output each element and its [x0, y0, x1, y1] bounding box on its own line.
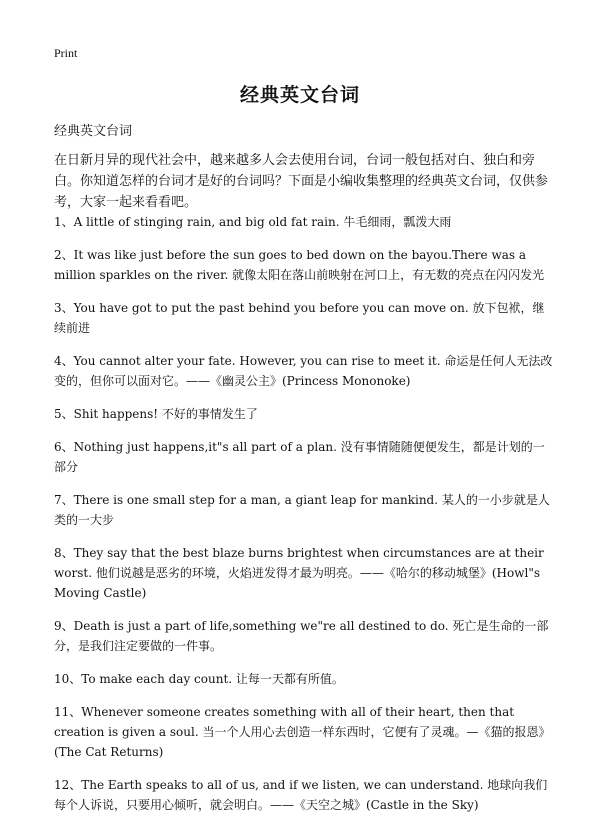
quote-item-8: 8、They say that the best blaze burns brightest when circumstances are at their worst. 他们说越是恶劣的环境，火焰迸发得才最为明亮。——《哈尔的移动城堡》(Howl"s Moving Castle) [54, 546, 544, 600]
quote-item-10: 10、To make each day count. 让每一天都有所值。 [54, 672, 344, 686]
quote-item-11: 11、Whenever someone creates something with all of their heart, then that creation is given a soul. 当一个人用心去创造一样东西时，它便有了灵魂。—《猫的报恩》(The Cat Returns) [54, 705, 551, 759]
quote-item-9: 9、Death is just a part of life,something we"re all destined to do. 死亡是生命的一部分，是我们注定要做的一件事。 [54, 619, 549, 653]
quote-list [54, 212, 554, 815]
quote-item-2: 2、It was like just before the sun goes to bed down on the bayou.There was a million sparkles on the river. 就像太阳在落山前映射在河口上，有无数的亮点在闪闪发光 [54, 248, 545, 282]
intro-paragraph: 在日新月异的现代社会中，越来越多人会去使用台词，台词一般包括对白、独白和旁白。你知道怎样的台词才是好的台词吗？下面是小编收集整理的经典英文台词，仅供参考，大家一起来看看吧。 [54, 153, 549, 210]
quote-item-1: 1、A little of stinging rain, and big old fat rain. 牛毛细雨，瓢泼大雨 [54, 215, 452, 229]
print-link[interactable]: Print [54, 46, 78, 60]
quote-item-12: 12、The Earth speaks to all of us, and if we listen, we can understand. 地球向我们每个人诉说，只要用心倾听，就会明白。——《天空之城》(Castle in the Sky) [54, 778, 548, 812]
quote-item-4: 4、You cannot alter your fate. However, you can rise to meet it. 命运是任何人无法改变的，但你可以面对它。——《幽灵公主》(Princess Mononoke) [54, 354, 553, 388]
article-subtitle: 经典英文台词 [54, 124, 133, 139]
page-title: 经典英文台词 [239, 84, 360, 106]
quote-item-6: 6、Nothing just happens,it"s all part of a plan. 没有事情随随便便发生，都是计划的一部分 [54, 440, 545, 474]
quote-item-3: 3、You have got to put the past behind you before you can move on. 放下包袱，继续前进 [54, 301, 545, 335]
quote-item-5: 5、Shit happens! 不好的事情发生了 [54, 407, 258, 421]
quote-item-7: 7、There is one small step for a man, a giant leap for mankind. 某人的一小步就是人类的一大步 [54, 493, 550, 527]
